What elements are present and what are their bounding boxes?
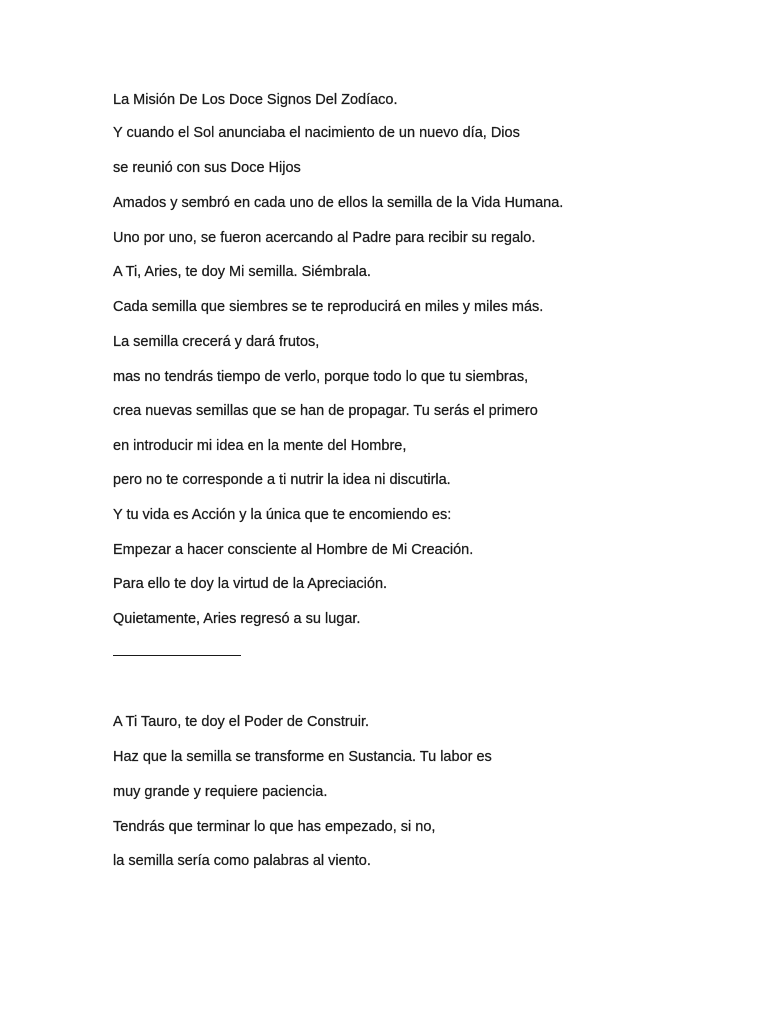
text-line: muy grande y requiere paciencia. bbox=[113, 784, 328, 800]
text-line: Haz que la semilla se transforme en Sustancia. Tu labor es bbox=[113, 749, 492, 765]
text-line: Amados y sembró en cada uno de ellos la semilla de la Vida Humana. bbox=[113, 195, 564, 211]
text-line: pero no te corresponde a ti nutrir la idea ni discutirla. bbox=[113, 472, 451, 488]
text-line: Quietamente, Aries regresó a su lugar. bbox=[113, 611, 361, 627]
text-line: mas no tendrás tiempo de verlo, porque todo lo que tu siembras, bbox=[113, 369, 529, 385]
text-line: Uno por uno, se fueron acercando al Padre para recibir su regalo. bbox=[113, 230, 536, 246]
text-line: la semilla sería como palabras al viento. bbox=[113, 853, 371, 869]
text-line: Tendrás que terminar lo que has empezado, si no, bbox=[113, 819, 436, 835]
text-line: se reunió con sus Doce Hijos bbox=[113, 160, 301, 176]
text-line: A Ti Tauro, te doy el Poder de Construir. bbox=[113, 714, 370, 730]
text-line: Empezar a hacer consciente al Hombre de Mi Creación. bbox=[113, 542, 474, 558]
text-line: crea nuevas semillas que se han de propagar. Tu serás el primero bbox=[113, 403, 538, 419]
document-title: La Misión De Los Doce Signos Del Zodíaco. bbox=[113, 92, 398, 108]
section-divider bbox=[113, 655, 241, 656]
text-line: La semilla crecerá y dará frutos, bbox=[113, 334, 320, 350]
text-line: en introducir mi idea en la mente del Hombre, bbox=[113, 438, 407, 454]
text-line: Y tu vida es Acción y la única que te encomiendo es: bbox=[113, 507, 452, 523]
text-line: Y cuando el Sol anunciaba el nacimiento de un nuevo día, Dios bbox=[113, 125, 520, 141]
text-line: Cada semilla que siembres se te reproducirá en miles y miles más. bbox=[113, 299, 544, 315]
text-line: A Ti, Aries, te doy Mi semilla. Siémbrala. bbox=[113, 264, 371, 280]
text-line: Para ello te doy la virtud de la Apreciación. bbox=[113, 576, 388, 592]
